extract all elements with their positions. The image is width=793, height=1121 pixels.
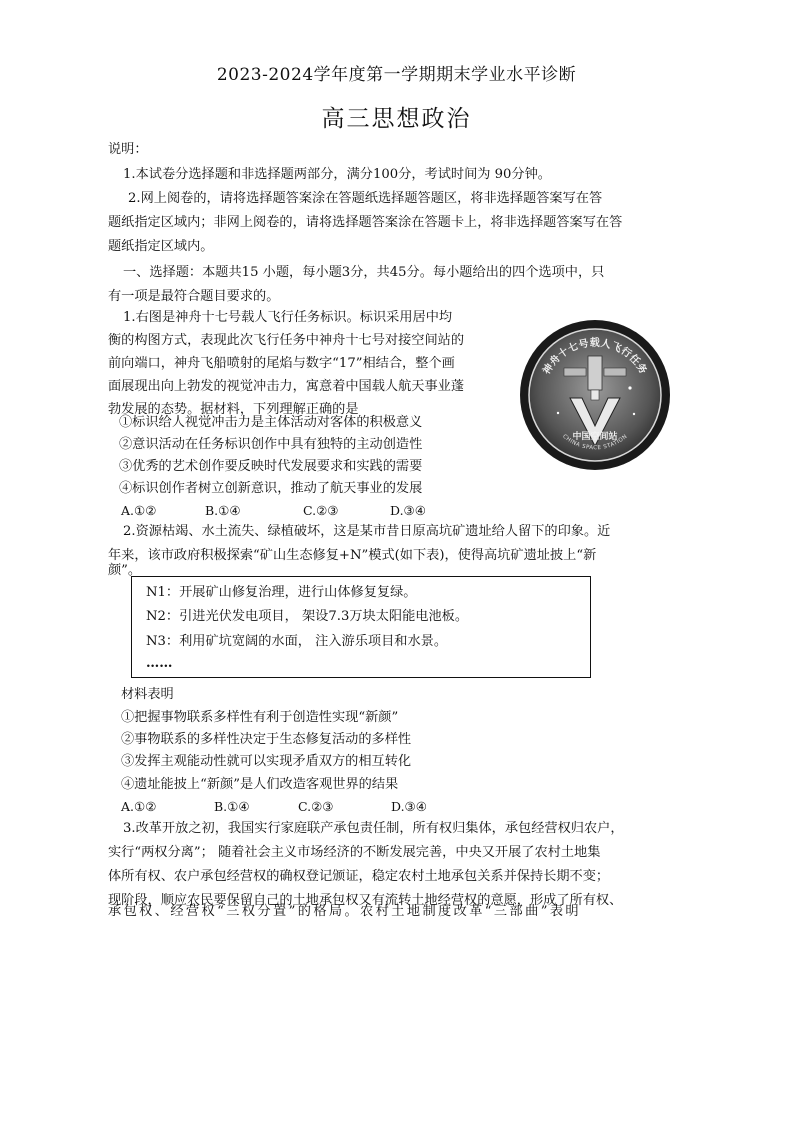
instructions-label: 说明： xyxy=(108,142,148,157)
q2-option-d: D.③④ xyxy=(391,799,427,814)
q1-option-c: C.②③ xyxy=(303,503,339,518)
instruction-line: 题纸指定区域内。 xyxy=(108,239,214,254)
table-row: …… xyxy=(146,656,173,671)
q2-statement: ①把握事物联系多样性有利于创造性实现“新颜” xyxy=(121,710,399,725)
q2-option-a: A.①② xyxy=(121,799,157,814)
q1-statement: ①标识给人视觉冲击力是主体活动对客体的积极意义 xyxy=(119,415,423,430)
badge-english-text: CHINA SPACE STATION xyxy=(561,433,629,452)
q1-stem-line: 1.右图是神舟十七号载人飞行任务标识。标识采用居中均 xyxy=(123,310,453,325)
table-row: N3：利用矿坑宽阔的水面， 注入游乐项目和水景。 xyxy=(146,634,448,649)
mission-badge-image xyxy=(518,318,672,472)
section-intro-line: 有一项是最符合题目要求的。 xyxy=(108,289,280,304)
instruction-line: 1.本试卷分选择题和非选择题两部分，满分100分，考试时间为 90分钟。 xyxy=(123,167,551,182)
q2-stem-line: 年来，该市政府积极探索“矿山生态修复+N”模式(如下表)，使得高坑矿遗址披上“新 xyxy=(108,548,597,563)
q1-option-b: B.①④ xyxy=(205,503,241,518)
q3-stem-line: 承包权、经营权“三权分置”的格局。农村土地制度改革“三部曲”表明 xyxy=(108,904,582,919)
q1-statement: ④标识创作者树立创新意识，推动了航天事业的发展 xyxy=(119,481,423,496)
instruction-line: 题纸指定区域内；非网上阅卷的，请将选择题答案涂在答题卡上，将非选择题答案写在答 xyxy=(108,215,623,230)
mission-badge-icon xyxy=(518,318,672,472)
q2-stem-line: 颜”。 xyxy=(108,563,142,578)
q1-statement: ③优秀的艺术创作要反映时代发展要求和实践的需要 xyxy=(119,459,423,474)
subject-title: 高三思想政治 xyxy=(321,106,472,132)
q1-stem-line: 面展现出向上勃发的视觉冲击力，寓意着中国载人航天事业蓬 xyxy=(108,379,465,394)
q3-stem-line: 3.改革开放之初，我国实行家庭联产承包责任制，所有权归集体，承包经营权归农户， xyxy=(123,821,624,836)
q1-stem-line: 勃发展的态势。据材料，下列理解正确的是 xyxy=(108,402,359,417)
badge-top-text: 神舟十七号载人飞行任务 xyxy=(541,338,649,377)
q1-option-a: A.①② xyxy=(121,503,157,518)
q2-option-b: B.①④ xyxy=(214,799,250,814)
exam-title: 2023-2024学年度第一学期期末学业水平诊断 xyxy=(216,65,577,85)
table-row: N2：引进光伏发电项目， 架设7.3万块太阳能电池板。 xyxy=(146,609,469,624)
instruction-line: 2.网上阅卷的，请将选择题答案涂在答题纸选择题答题区，将非选择题答案写在答 xyxy=(128,191,603,206)
q3-stem-line: 实行“两权分离”； 随着社会主义市场经济的不断发展完善，中央又开展了农村土地集 xyxy=(108,845,601,860)
table-row: N1：开展矿山修复治理，进行山体修复复绿。 xyxy=(146,585,417,600)
q2-statement: ③发挥主观能动性就可以实现矛盾双方的相互转化 xyxy=(121,754,412,769)
q1-option-d: D.③④ xyxy=(390,503,426,518)
q1-stem-line: 前向端口，神舟飞船喷射的尾焰与数字“17”相结合，整个画 xyxy=(108,356,455,371)
q2-option-c: C.②③ xyxy=(298,799,334,814)
q2-stem-line: 2.资源枯竭、水土流失、绿植破坏，这是某市昔日原高坑矿遗址给人留下的印象。近 xyxy=(123,524,611,539)
q2-statement: ②事物联系的多样性决定于生态修复活动的多样性 xyxy=(121,732,412,747)
q2-material-table xyxy=(131,576,591,678)
badge-bottom-text: 中国空间站 xyxy=(572,432,618,442)
q2-lead: 材料表明 xyxy=(121,687,174,702)
q2-statement: ④遗址能披上“新颜”是人们改造客观世界的结果 xyxy=(121,777,399,792)
q3-stem-line: 体所有权、农户承包经营权的确权登记颁证，稳定农村土地承包关系并保持长期不变； xyxy=(108,869,610,884)
q1-stem-line: 衡的构图方式，表现此次飞行任务中神舟十七号对接空间站的 xyxy=(108,333,465,348)
q1-statement: ②意识活动在任务标识创作中具有独特的主动创造性 xyxy=(119,437,423,452)
q3-stem-line: 现阶段，顺应农民要保留自己的土地承包权又有流转土地经营权的意愿，形成了所有权、 xyxy=(108,893,623,908)
section-intro-line: 一、选择题：本题共15 小题，每小题3分，共45分。每小题给出的四个选项中，只 xyxy=(123,265,605,280)
